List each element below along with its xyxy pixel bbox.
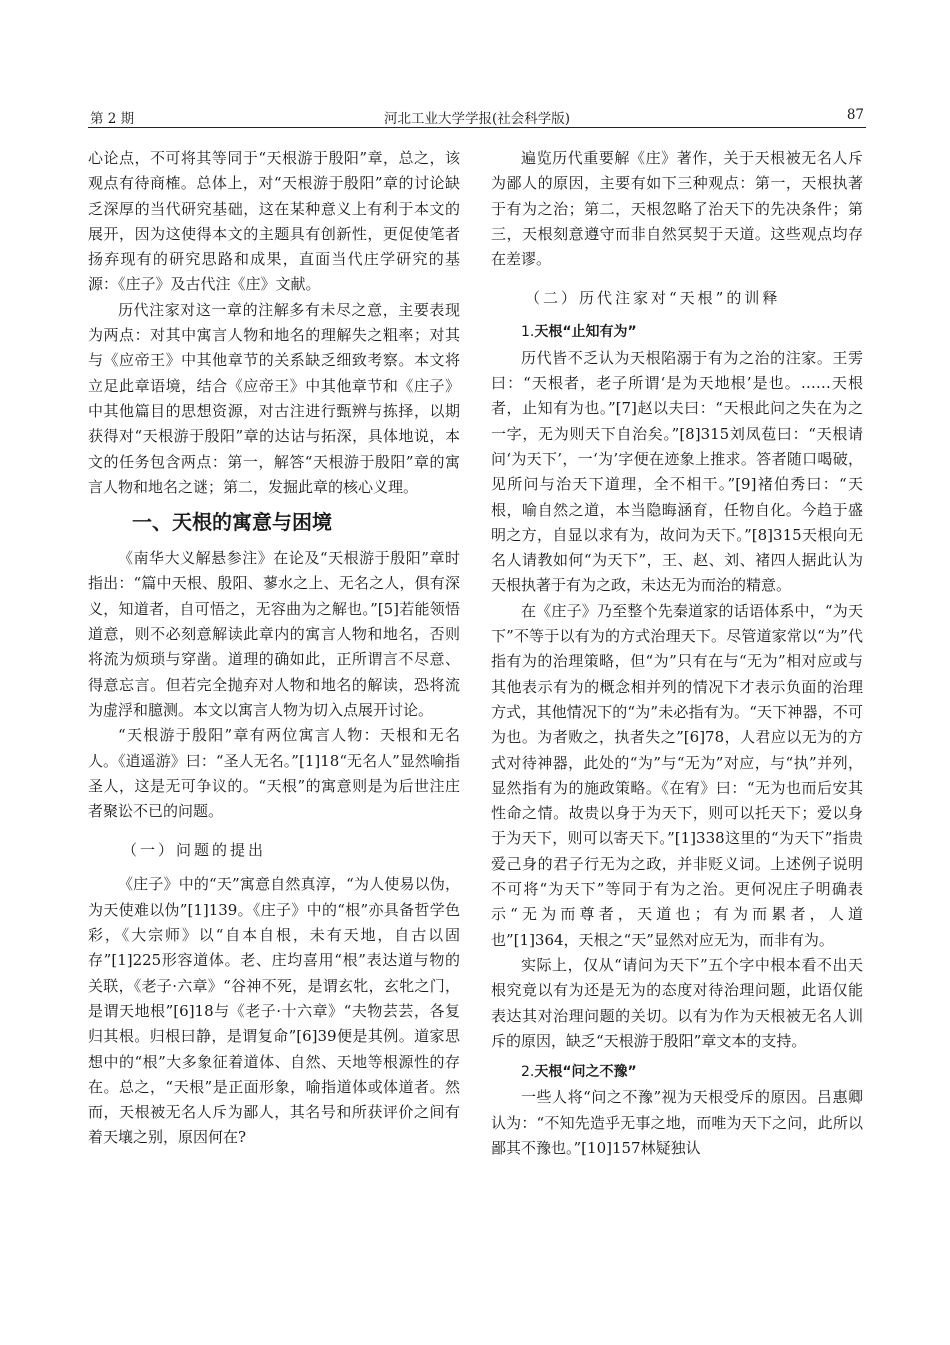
subsection-heading: （二）历代注家对“天根”的训释 [525,289,781,308]
section-heading: 一、天根的寓意与困境 [132,510,332,535]
page-number: 87 [846,107,864,123]
heading-number: 1. [521,324,535,341]
heading-number: 2. [521,1064,535,1081]
paragraph: 遍览历代重要解《庄》著作，关于天根被无名人斥为鄙人的原因，主要有如下三种观点：第一，天根执著于有为之治；第二，天根忽略了治天下的先决条件；第三，天根刻意遵守而非自然冥契于天道。这些观点均存在差谬。 [491,149,863,269]
paragraph: 《南华大义解悬参注》在论及“天根游于殷阳”章时指出：“篇中天根、殷阳、蓼水之上、无名之人，俱有深义，知道者，自可悟之，无容曲为之解也。”[5]若能领悟道意，则不必刻意解读此章内的寓言人物和地名，否则将流为烦琐与穿凿。道理的确如此，正所谓言不尽意、得意忘言。但若完全抛弃对人物和地名的解读，恐将流为虚浮和臆测。本文以寓言人物为切入点展开讨论。 [88,549,460,719]
paragraph: 历代注家对这一章的注解多有未尽之意，主要表现为两点：对其中寓言人物和地名的理解失之粗率；对其与《应帝王》中其他章节的关系缺乏细致考察。本文将立足此章语境，结合《应帝王》中其他章节和《庄子》中其他篇目的思想资源，对古注进行甄辨与拣择，以期获得对“天根游于殷阳”章的达诂与拓深，具体地说，本文的任务包含两点：第一，解答“天根游于殷阳”章的寓言人物和地名之谜；第二，发掘此章的核心义理。 [88,300,460,496]
paragraph: 实际上，仅从“请问为天下”五个字中根本看不出天根究竟以有为还是无为的态度对待治理问题，此语仅能表达其对治理问题的关切。以有为作为天根被无名人训斥的原因，缺乏“天根游于殷阳”章文本的支持。 [491,955,863,1050]
paragraph: 一些人将“问之不豫”视为天根受斥的原因。吕惠卿认为：“不知先造乎无事之地，而唯为天下之问，此所以鄙其不豫也。”[10]157林疑独认 [491,1088,863,1157]
paragraph: 心论点，不可将其等同于“天根游于殷阳”章，总之，该观点有待商榷。总体上，对“天根游于殷阳”章的讨论缺乏深厚的当代研究基础，这在某种意义上有利于本文的展开，因为这使得本文的主题具有创新性，更促使笔者扬弃现有的研究思路和成果，直面当代庄学研究的基源：《庄子》及古代注《庄》文献。 [88,149,460,294]
right-column [491,146,863,1161]
paragraph: 历代皆不乏认为天根陷溺于有为之治的注家。王雱曰：“天根者，老子所谓‘是为天地根’是也。……天根者，止知有为也。”[7]赵以夫曰：“天根此问之失在为之一字，无为则天下自治矣。”[8]315刘凤苞曰：“天根请问‘为天下’，一‘为’字便在迹象上推求。答者随口喝破，见所问与治天下道理，全不相干。”[9]褚伯秀曰：“天根，喻自然之道，本当隐晦涵育，任物自化。今趋于盛明之方，自显以求有为，故问为天下。”[8]315天根向无名人请教如何“为天下”，王、赵、刘、褚四人据此认为天根执著于有为之政，未达无为而治的精意。 [491,348,863,595]
paragraph: 在《庄子》乃至整个先秦道家的话语体系中，“为天下”不等于以有为的方式治理天下。尽管道家常以“为”代指有为的治理策略，但“为”只有在与“无为”相对应或与其他表示有为的概念相并列的情况下才表示负面的治理方式，其他情况下的“为”未必指有为。“天下神器，不可为也。为者败之，执者失之”[6]78，人君应以无为的方式对待神器，此处的“为”与“无为”对应，与“执”并列，显然指有为的施政策略。《在宥》曰：“无为也而后安其性命之情。故贵以身于为天下，则可以托天下；爱以身于为天下，则可以寄天下。”[1]338这里的“为天下”指贵爱己身的君子行无为之政，并非贬义词。上述例子说明不可将“为天下”等同于有为之治。更何况庄子明确表示“无为而尊者，天道也；有为而累者，人道也”[1]364，天根之“天”显然对应无为，而非有为。 [491,601,863,949]
issue-label: 第 2 期 [90,111,135,127]
minor-heading [491,320,863,345]
heading-text: 天根“问之不豫” [534,1064,637,1081]
minor-heading [491,1060,863,1085]
subsection-heading: （一）问题的提出 [122,841,267,860]
journal-title: 河北工业大学学报(社会科学版) [383,111,571,127]
paragraph: “天根游于殷阳”章有两位寓言人物：天根和无名人。《逍遥游》曰：“圣人无名。”[1]18“无名人”显然喻指圣人，这是无可争议的。“天根”的寓意则是为后世注庄者聚讼不已的问题。 [88,726,460,821]
running-header [88,105,866,128]
heading-text: 天根“止知有为” [534,324,637,341]
paragraph: 《庄子》中的“天”寓意自然真淳，“为人使易以伪，为天使难以伪”[1]139。《庄子》中的“根”亦具备哲学色彩，《大宗师》以“自本自根，未有天地，自古以固存”[1]225形容道体。老、庄均喜用“根”表达道与物的关联，《老子·六章》“谷神不死，是谓玄牝，玄牝之门，是谓天地根”[6]18与《老子·十六章》“夫物芸芸，各复归其根。归根曰静，是谓复命”[6]39便是其例。道家思想中的“根”大多象征着道体、自然、天地等根源性的存在。总之，“天根”是正面形象，喻指道体或体道者。然而，天根被无名人斥为鄙人，其名号和所获评价之间有着天壤之别，原因何在? [88,875,460,1147]
left-column [88,146,460,1151]
